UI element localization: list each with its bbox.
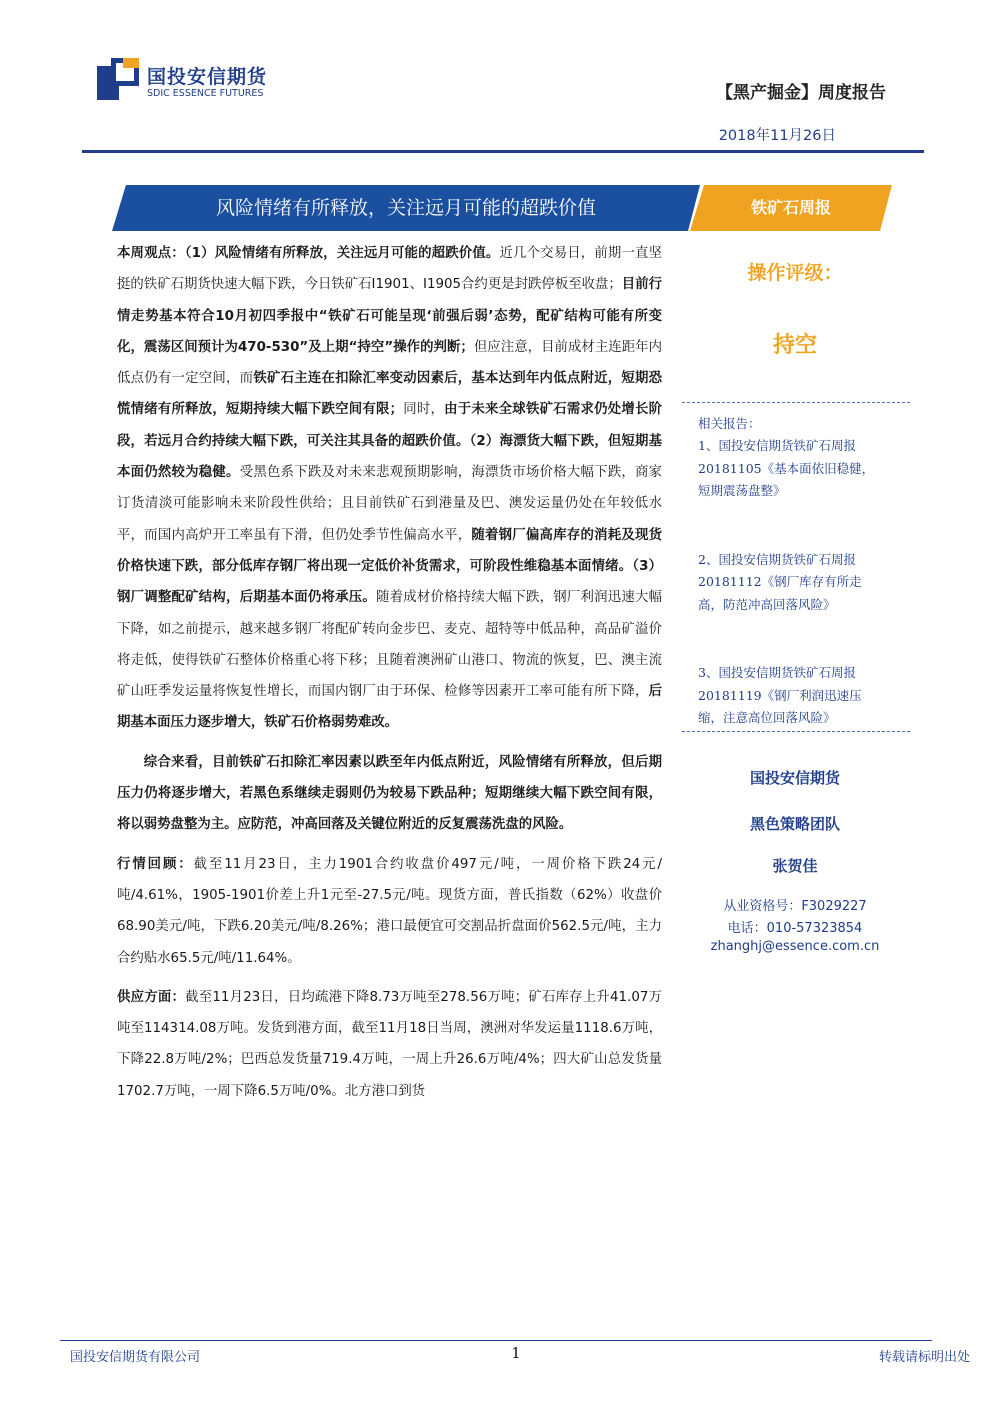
report-tag: 铁矿石周报 <box>750 198 831 217</box>
sidebar-divider <box>682 402 910 403</box>
supply-text: 截至11月23日，日均疏港下降8.73万吨至278.56万吨；矿石库存上升41.07万吨至114314.08万吨。发货到港方面，截至11月18日当周，澳洲对华发运量1118.6万吨，下降22.8万吨/2%；巴西总发货量719.4万吨，一周上升26.6万吨/4%；四大矿山总发货量1702.7万吨，一周下降6.5万吨/0%。北方港口到货 <box>117 989 662 1099</box>
supply-label: 供应方面： <box>117 989 186 1005</box>
rating-value: 持空 <box>772 333 817 358</box>
footer-notice: 转载请标明出处 <box>878 1350 970 1365</box>
team-name: 黑色策略团队 <box>749 815 840 833</box>
market-review-label: 行情回顾： <box>117 856 194 872</box>
related-report-line: 3、国投安信期货铁矿石周报 <box>698 665 856 680</box>
related-report-line: 20181105《基本面依旧稳健， <box>698 460 875 476</box>
related-report-item[interactable] <box>698 662 910 730</box>
footer-company: 国投安信期货有限公司 <box>70 1350 201 1365</box>
weekly-view-segment: 随着成材价格持续大幅下跌，钢厂利润迅速大幅下降，如之前提示，越来越多钢厂将配矿转向金步巴、麦克、超特等中低品种，高品矿溢价将走低，使得铁矿石整体价格重心将下移；且随着澳洲矿山港口、物流的恢复，巴、澳主流矿山旺季发运量将恢复性增长，而国内钢厂由于环保、检修等因素开工率可能有所下降， <box>117 590 663 700</box>
main-content <box>117 238 662 1107</box>
weekly-view-segment: 受黑色系下跌及对未来悲观预期影响，海漂货市场价格大幅下跌，商家订货清淡可能影响未来阶段性供给；且目前铁矿石到港量及巴、澳发运量仍处在年较低水平，而国内高炉开工率虽有下滑，但仍处季节性偏高水平， <box>117 465 663 543</box>
logo-mark-icon <box>97 58 139 100</box>
weekly-view-segment: 目前行情走势基本符合10月初四季报中“铁矿石可能呈现‘前强后弱’态势，配矿结构可能有所变化，震荡区间预计为470-530”及上期“持空”操作的判断； <box>117 277 662 355</box>
header-divider <box>82 150 924 153</box>
weekly-view-segment: 随着钢厂偏高库存的消耗及现货价格快速下跌，部分低库存钢厂将出现一定低价补货需求，可阶段性维稳基本面情绪。（3）钢厂调整配矿结构，后期基本面仍将承压。 <box>117 527 662 606</box>
weekly-view-segment: 近几个交易日，前期一直坚挺的铁矿石期货快速大幅下跌，今日铁矿石I1901、I1905合约更是封跌停板至收盘； <box>117 246 662 293</box>
summary-paragraph: 综合来看，目前铁矿石扣除汇率因素以跌至年内低点附近，风险情绪有所释放，但后期压力仍将逐步增大，若黑色系继续走弱则仍为较易下跌品种；短期继续大幅下跌空间有限，将以弱势盘整为主。应防范，冲高回落及关键位附近的反复震荡洗盘的风险。 <box>117 754 662 833</box>
weekly-view-segment: 本周观点： <box>117 246 185 261</box>
related-report-line: 20181112《钢厂库存有所走 <box>698 574 862 589</box>
company-logo <box>97 58 293 104</box>
company-name-en: SDIC ESSENCE FUTURES <box>147 88 264 99</box>
analyst-license: 从业资格号：F3029227 <box>723 899 867 914</box>
analyst-phone: 电话：010-57323854 <box>727 921 863 936</box>
related-report-line: 20181119《钢厂利润迅速压 <box>698 687 862 703</box>
related-report-item[interactable] <box>698 549 910 617</box>
weekly-view-segment: 但应注意，目前成材主连距年内低点仍有一定空间，而 <box>117 339 662 387</box>
weekly-view-segment: 后期基本面压力逐步增大，铁矿石价格弱势难改。 <box>117 684 662 731</box>
report-date: 2018年11月26日 <box>718 128 836 144</box>
footer-divider <box>60 1340 932 1341</box>
company-name-cn: 国投安信期货 <box>147 66 268 88</box>
team-company: 国投安信期货 <box>749 769 840 787</box>
related-report-line: 2、国投安信期货铁矿石周报 <box>698 551 856 567</box>
related-report-line: 高，防范冲高回落风险》 <box>698 596 836 612</box>
weekly-view-paragraph <box>117 238 662 739</box>
rating-label: 操作评级： <box>747 262 843 284</box>
market-review-text: 截至11月23日，主力1901合约收盘价497元/吨，一周价格下跌24元/吨/4.61%，1905-1901价差上升1元至-27.5元/吨。现货方面，普氏指数（62%）收盘价68.90美元/吨，下跌6.20美元/吨/8.26%；港口最便宜可交割品折盘面价562.5元/吨，主力合约贴水65.5元/吨/11.64%。 <box>117 856 663 966</box>
related-report-line: 缩，注意高位回落风险》 <box>698 710 836 725</box>
analyst-name: 张贺佳 <box>772 857 818 875</box>
report-title: 风险情绪有所释放，关注远月可能的超跌价值 <box>215 197 596 219</box>
weekly-view-segment: 由于未来全球铁矿石需求仍处增长阶段，若远月合约持续大幅下跌，可关注其具备的超跌价值。（2）海漂货大幅下跌，但短期基本面仍然较为稳健。 <box>117 402 663 481</box>
related-report-line: 短期震荡盘整》 <box>698 483 786 498</box>
sidebar-divider <box>682 731 910 732</box>
related-report-line: 1、国投安信期货铁矿石周报 <box>698 438 856 453</box>
report-type: 【黑产掘金】周度报告 <box>716 83 886 103</box>
related-reports <box>698 413 910 776</box>
page-number: 1 <box>511 1344 521 1362</box>
related-reports-title: 相关报告： <box>698 416 761 431</box>
related-report-item[interactable] <box>698 435 910 503</box>
weekly-view-segment: （1）风险情绪有所释放，关注远月可能的超跌价值。 <box>184 246 500 261</box>
supply-paragraph <box>117 982 662 1107</box>
market-review-paragraph <box>117 849 662 974</box>
analyst-email[interactable]: zhanghj@essence.com.cn <box>710 939 880 954</box>
weekly-view-segment: 同时， <box>403 402 445 418</box>
weekly-view-segment: 铁矿石主连在扣除汇率变动因素后，基本达到年内低点附近，短期恐慌情绪有所释放，短期持续大幅下跌空间有限； <box>117 371 663 418</box>
